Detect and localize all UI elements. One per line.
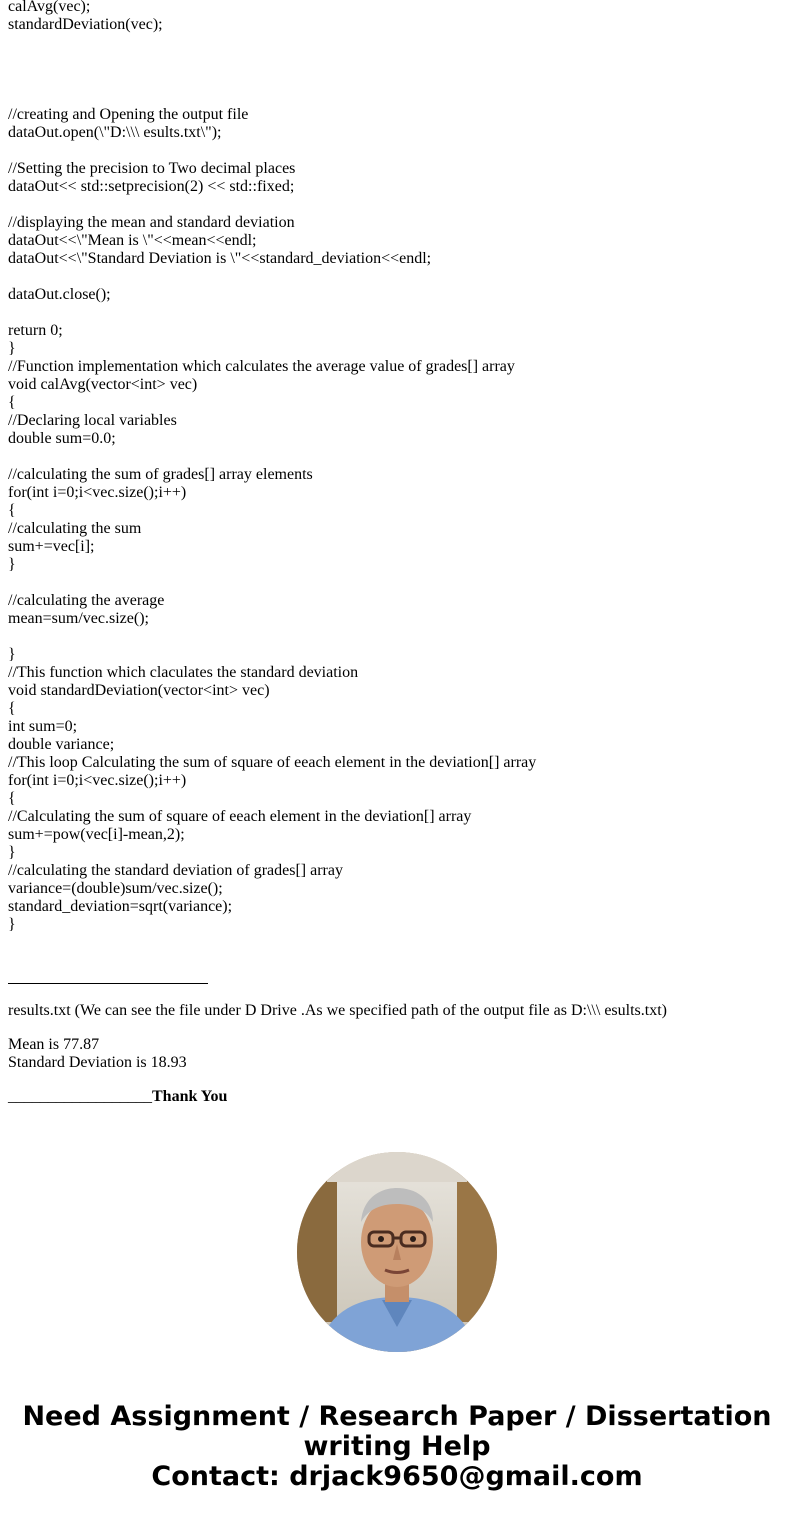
contact-banner — [0, 1402, 794, 1492]
code-line: } — [8, 340, 16, 357]
code-line: //calculating the sum of grades[] array elements — [8, 466, 313, 483]
code-line — [8, 88, 788, 106]
code-line — [8, 34, 788, 52]
code-line — [8, 268, 788, 286]
code-line: variance=(double)sum/vec.size(); — [8, 880, 223, 897]
thank-you-rule: __________________ — [8, 1088, 152, 1105]
code-line: void standardDeviation(vector<int> vec) — [8, 682, 270, 699]
banner-line-2: writing Help — [303, 1431, 491, 1462]
code-line: double sum=0.0; — [8, 430, 116, 447]
code-line — [8, 52, 788, 70]
code-line: //creating and Opening the output file — [8, 106, 249, 123]
code-line: mean=sum/vec.size(); — [8, 610, 149, 627]
author-avatar — [297, 1152, 497, 1352]
code-line: //Setting the precision to Two decimal places — [8, 160, 296, 177]
code-line: { — [8, 502, 16, 519]
code-line — [8, 70, 788, 88]
banner-line-1: Need Assignment / Research Paper / Dissertation — [22, 1401, 772, 1432]
code-line: //Calculating the sum of square of eeach element in the deviation[] array — [8, 808, 472, 825]
code-line: } — [8, 916, 16, 933]
code-line: //This loop Calculating the sum of square of eeach element in the deviation[] array — [8, 754, 537, 771]
code-line: } — [8, 556, 16, 573]
std-dev-output: Standard Deviation is 18.93 — [8, 1054, 187, 1071]
code-line — [8, 304, 788, 322]
code-line: //displaying the mean and standard deviation — [8, 214, 295, 231]
code-line: //calculating the standard deviation of grades[] array — [8, 862, 343, 879]
code-line: sum+=pow(vec[i]-mean,2); — [8, 826, 185, 843]
code-line: //calculating the sum — [8, 520, 142, 537]
code-line: } — [8, 844, 16, 861]
code-line: void calAvg(vector<int> vec) — [8, 376, 198, 393]
mean-output: Mean is 77.87 — [8, 1036, 100, 1053]
code-line: standardDeviation(vec); — [8, 16, 163, 33]
code-block — [8, 0, 788, 934]
code-line — [8, 196, 788, 214]
code-line: int sum=0; — [8, 718, 78, 735]
code-line: //Declaring local variables — [8, 412, 177, 429]
code-line: //This function which claculates the standard deviation — [8, 664, 359, 681]
code-line: standard_deviation=sqrt(variance); — [8, 898, 233, 915]
code-line: { — [8, 394, 16, 411]
code-line: //Function implementation which calculates the average value of grades[] array — [8, 358, 515, 375]
divider-rule — [8, 983, 208, 984]
code-line: sum+=vec[i]; — [8, 538, 95, 555]
code-line — [8, 628, 788, 646]
code-line: for(int i=0;i<vec.size();i++) — [8, 484, 187, 501]
code-line: dataOut.close(); — [8, 286, 111, 303]
code-line: } — [8, 646, 16, 663]
code-line: double variance; — [8, 736, 115, 753]
code-line: { — [8, 790, 16, 807]
code-line — [8, 448, 788, 466]
code-line: { — [8, 700, 16, 717]
code-line: //calculating the average — [8, 592, 165, 609]
code-line: dataOut<< std::setprecision(2) << std::fixed; — [8, 178, 295, 195]
banner-line-3: Contact: drjack9650@gmail.com — [151, 1461, 643, 1492]
code-line: dataOut.open(\"D:\\\ esults.txt\"); — [8, 124, 222, 141]
thank-you-line — [8, 1088, 227, 1106]
code-line: dataOut<<\"Mean is \"<<mean<<endl; — [8, 232, 257, 249]
results-file-note: results.txt (We can see the file under D Drive .As we specified path of the output file as D:\\\ esults.txt) — [8, 1002, 667, 1019]
code-line: dataOut<<\"Standard Deviation is \"<<standard_deviation<<endl; — [8, 250, 432, 267]
code-line: calAvg(vec); — [8, 0, 91, 15]
code-line — [8, 574, 788, 592]
code-line: for(int i=0;i<vec.size();i++) — [8, 772, 187, 789]
code-line: return 0; — [8, 322, 63, 339]
code-line — [8, 142, 788, 160]
portrait-illustration — [297, 1152, 497, 1352]
thank-you-text: Thank You — [152, 1088, 228, 1105]
